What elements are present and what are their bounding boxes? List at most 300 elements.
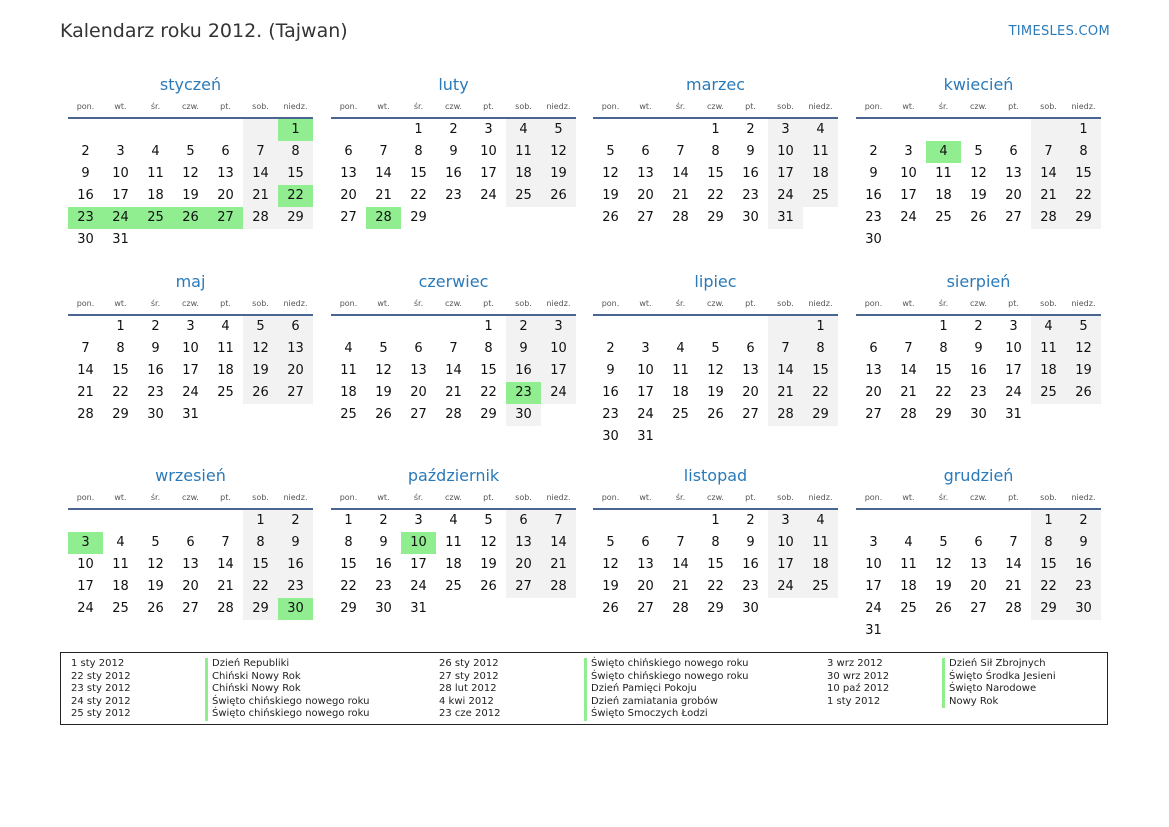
empty-day-cell [1031, 119, 1066, 141]
day-cell: 29 [707, 210, 724, 225]
month-name: czerwiec [418, 272, 489, 291]
day-cell: 20 [278, 360, 313, 382]
day-cell: 13 [1005, 166, 1022, 181]
day-cell: 8 [116, 341, 125, 356]
week-row [593, 360, 838, 382]
empty-day-cell [436, 316, 471, 338]
day-cell: 3 [484, 122, 493, 137]
weekday-label: śr. [675, 493, 686, 502]
empty-day-cell [173, 119, 208, 141]
day-cell: 9 [449, 144, 458, 159]
week-row [593, 316, 838, 338]
weekday-header-row [331, 298, 576, 310]
day-cell: 12 [970, 166, 987, 181]
day-cell: 15 [278, 163, 313, 185]
day-cell: 4 [904, 535, 913, 550]
day-cell: 4 [803, 119, 838, 141]
day-cell: 5 [606, 535, 615, 550]
day-cell: 2 [449, 122, 458, 137]
day-cell: 16 [375, 557, 392, 572]
day-cell: 9 [151, 341, 160, 356]
day-cell: 27 [970, 601, 987, 616]
day-cell: 14 [672, 557, 689, 572]
day-cell: 19 [1066, 360, 1101, 382]
empty-day-cell [926, 119, 961, 141]
day-cell: 2 [869, 144, 878, 159]
weekday-label: czw. [970, 102, 987, 111]
day-cell: 22 [935, 385, 952, 400]
empty-day-cell [698, 426, 733, 448]
week-row [856, 141, 1101, 163]
day-cell: 13 [637, 557, 654, 572]
weekday-label: czw. [182, 299, 199, 308]
empty-day-cell [803, 426, 838, 448]
day-cell: 27 [637, 601, 654, 616]
day-cell: 18 [112, 579, 129, 594]
weekday-label: pt. [220, 493, 231, 502]
legend-date: 23 cze 2012 [439, 708, 501, 720]
day-cell: 8 [803, 338, 838, 360]
day-cell: 13 [182, 557, 199, 572]
empty-day-cell [891, 119, 926, 141]
empty-day-cell [996, 620, 1031, 642]
week-row [593, 338, 838, 360]
day-cell: 5 [186, 144, 195, 159]
day-cell: 27 [506, 576, 541, 598]
weekday-label: sob. [252, 299, 269, 308]
day-cell: 20 [340, 188, 357, 203]
day-cell: 2 [506, 316, 541, 338]
brand-link[interactable]: TIMESLES.COM [1008, 24, 1110, 39]
weekday-label: wt. [377, 493, 390, 502]
day-cell: 31 [768, 207, 803, 229]
day-cell: 28 [77, 407, 94, 422]
empty-day-cell [366, 316, 401, 338]
day-cell: 10 [182, 341, 199, 356]
weekday-header-row [331, 101, 576, 113]
day-cell: 30 [506, 404, 541, 426]
day-cell: 14 [768, 360, 803, 382]
day-cell: 10 [112, 166, 129, 181]
weekday-label: wt. [377, 299, 390, 308]
day-cell: 7 [1009, 535, 1018, 550]
week-row [593, 119, 838, 141]
day-cell: 20 [1005, 188, 1022, 203]
month-block [68, 466, 313, 620]
week-row [331, 207, 576, 229]
day-cell: 9 [746, 144, 755, 159]
day-cell: 12 [935, 557, 952, 572]
day-cell: 15 [112, 363, 129, 378]
empty-day-cell [961, 510, 996, 532]
day-cell: 18 [1031, 360, 1066, 382]
weekday-label: śr. [413, 102, 424, 111]
day-cell: 21 [77, 385, 94, 400]
day-cell: 10 [541, 338, 576, 360]
week-row [593, 510, 838, 532]
empty-day-cell [891, 510, 926, 532]
day-cell: 25 [672, 407, 689, 422]
empty-day-cell [331, 119, 366, 141]
day-cell: 16 [865, 188, 882, 203]
week-row [593, 426, 838, 448]
day-cell: 5 [541, 119, 576, 141]
day-cell: 27 [182, 601, 199, 616]
empty-day-cell [663, 426, 698, 448]
day-cell: 13 [506, 532, 541, 554]
week-row [331, 163, 576, 185]
weekday-label: pon. [864, 299, 883, 308]
page-title: Kalendarz roku 2012. (Tajwan) [60, 20, 348, 42]
day-cell: 23 [147, 385, 164, 400]
holiday-day-cell: 3 [68, 532, 103, 554]
weekday-label: pt. [745, 299, 756, 308]
day-cell: 18 [147, 188, 164, 203]
day-cell: 9 [746, 535, 755, 550]
week-row [68, 163, 313, 185]
day-cell: 30 [970, 407, 987, 422]
holiday-legend [60, 652, 1108, 725]
day-cell: 19 [182, 188, 199, 203]
day-cell: 8 [939, 341, 948, 356]
day-cell: 27 [1005, 210, 1022, 225]
day-cell: 22 [112, 385, 129, 400]
legend-date: 3 wrz 2012 [827, 658, 883, 669]
day-cell: 11 [147, 166, 164, 181]
day-cell: 13 [742, 363, 759, 378]
day-cell: 18 [217, 363, 234, 378]
weekday-label: wt. [639, 299, 652, 308]
empty-day-cell [663, 316, 698, 338]
day-cell: 21 [541, 554, 576, 576]
day-cell: 2 [746, 122, 755, 137]
weekday-label: sob. [1040, 493, 1057, 502]
day-cell: 5 [711, 341, 720, 356]
day-cell: 13 [217, 166, 234, 181]
day-cell: 9 [974, 341, 983, 356]
day-cell: 5 [151, 535, 160, 550]
day-cell: 9 [506, 338, 541, 360]
day-cell: 25 [217, 385, 234, 400]
day-cell: 22 [243, 576, 278, 598]
day-cell: 23 [742, 579, 759, 594]
week-row [856, 207, 1101, 229]
empty-day-cell [961, 119, 996, 141]
weekday-header-row [68, 298, 313, 310]
weekday-label: wt. [114, 102, 127, 111]
week-row [856, 598, 1101, 620]
day-cell: 7 [81, 341, 90, 356]
week-row [593, 554, 838, 576]
empty-day-cell [208, 510, 243, 532]
day-cell: 28 [1031, 207, 1066, 229]
weekday-header-row [68, 101, 313, 113]
day-cell: 24 [768, 576, 803, 598]
day-cell: 15 [707, 557, 724, 572]
week-row [331, 185, 576, 207]
weekday-label: sob. [777, 493, 794, 502]
empty-day-cell [243, 119, 278, 141]
empty-day-cell [628, 510, 663, 532]
week-row [856, 404, 1101, 426]
empty-day-cell [891, 229, 926, 251]
legend-dates-col-3 [827, 658, 889, 708]
day-cell: 13 [637, 166, 654, 181]
day-cell: 1 [116, 319, 125, 334]
day-cell: 23 [1066, 576, 1101, 598]
day-cell: 10 [865, 557, 882, 572]
day-cell: 11 [803, 141, 838, 163]
empty-day-cell [628, 316, 663, 338]
legend-date: 27 sty 2012 [439, 670, 499, 682]
weekday-label: niedz. [1071, 102, 1096, 111]
legend-date: 26 sty 2012 [439, 658, 499, 669]
empty-day-cell [768, 316, 803, 338]
legend-holiday-name: Święto chińskiego nowego roku [584, 658, 748, 671]
day-cell: 30 [147, 407, 164, 422]
day-cell: 6 [221, 144, 230, 159]
empty-day-cell [663, 119, 698, 141]
day-cell: 12 [602, 557, 619, 572]
day-cell: 25 [340, 407, 357, 422]
day-cell: 21 [672, 579, 689, 594]
day-cell: 16 [742, 166, 759, 181]
day-cell: 4 [1031, 316, 1066, 338]
day-cell: 21 [217, 579, 234, 594]
weekday-label: sob. [252, 493, 269, 502]
legend-names-col-2 [584, 658, 748, 721]
weekday-label: śr. [938, 493, 949, 502]
weekday-label: czw. [182, 102, 199, 111]
day-cell: 21 [243, 185, 278, 207]
empty-day-cell [961, 229, 996, 251]
weekday-label: pt. [1008, 493, 1019, 502]
legend-holiday-name: Święto Narodowe [942, 683, 1056, 696]
weekday-label: czw. [445, 102, 462, 111]
day-cell: 28 [217, 601, 234, 616]
week-row [68, 404, 313, 426]
day-cell: 22 [707, 579, 724, 594]
day-cell: 4 [506, 119, 541, 141]
legend-holiday-name: Dzień zamiatania grobów [584, 696, 748, 709]
day-cell: 1 [939, 319, 948, 334]
empty-day-cell [803, 207, 838, 229]
empty-day-cell [856, 316, 891, 338]
weekday-label: pon. [339, 493, 358, 502]
weekday-label: niedz. [808, 299, 833, 308]
empty-day-cell [628, 119, 663, 141]
day-cell: 4 [151, 144, 160, 159]
weekday-label: pon. [601, 102, 620, 111]
day-cell: 23 [375, 579, 392, 594]
day-cell: 30 [602, 429, 619, 444]
month-block [593, 75, 838, 229]
day-cell: 30 [375, 601, 392, 616]
day-cell: 15 [340, 557, 357, 572]
day-cell: 16 [147, 363, 164, 378]
empty-day-cell [173, 229, 208, 251]
day-cell: 23 [445, 188, 462, 203]
day-cell: 25 [900, 601, 917, 616]
day-cell: 16 [77, 188, 94, 203]
day-cell: 21 [375, 188, 392, 203]
day-cell: 6 [746, 341, 755, 356]
day-cell: 5 [379, 341, 388, 356]
day-cell: 6 [506, 510, 541, 532]
day-cell: 13 [865, 363, 882, 378]
day-cell: 28 [672, 210, 689, 225]
empty-day-cell [331, 316, 366, 338]
weekday-label: śr. [675, 102, 686, 111]
legend-holiday-name: Święto Środka Jesieni [942, 671, 1056, 684]
day-cell: 11 [445, 535, 462, 550]
legend-date: 24 sty 2012 [71, 695, 131, 707]
day-cell: 29 [707, 601, 724, 616]
legend-holiday-name: Święto chińskiego nowego roku [205, 708, 369, 721]
month-name: luty [438, 75, 469, 94]
weekday-label: wt. [902, 299, 915, 308]
week-row [856, 620, 1101, 642]
weekday-label: pon. [339, 102, 358, 111]
weekday-header-row [593, 492, 838, 504]
day-cell: 30 [77, 232, 94, 247]
day-cell: 23 [865, 210, 882, 225]
weekday-label: sob. [777, 299, 794, 308]
week-row [593, 163, 838, 185]
day-cell: 8 [1031, 532, 1066, 554]
weekday-label: śr. [150, 102, 161, 111]
day-cell: 30 [742, 210, 759, 225]
day-cell: 10 [768, 532, 803, 554]
weekday-label: sob. [515, 102, 532, 111]
day-cell: 5 [243, 316, 278, 338]
day-cell: 9 [606, 363, 615, 378]
empty-day-cell [103, 119, 138, 141]
day-cell: 7 [449, 341, 458, 356]
day-cell: 7 [379, 144, 388, 159]
week-row [593, 207, 838, 229]
month-name: sierpień [946, 272, 1011, 291]
week-row [68, 316, 313, 338]
day-cell: 29 [410, 210, 427, 225]
day-cell: 27 [410, 407, 427, 422]
day-cell: 11 [506, 141, 541, 163]
empty-day-cell [68, 510, 103, 532]
empty-day-cell [208, 404, 243, 426]
weekday-header-row [856, 101, 1101, 113]
weekday-label: śr. [938, 102, 949, 111]
day-cell: 4 [116, 535, 125, 550]
day-cell: 8 [1066, 141, 1101, 163]
day-cell: 18 [803, 163, 838, 185]
empty-day-cell [856, 119, 891, 141]
weekday-header-row [593, 101, 838, 113]
day-cell: 26 [935, 601, 952, 616]
empty-day-cell [996, 229, 1031, 251]
day-cell: 25 [1031, 382, 1066, 404]
weekday-label: czw. [970, 299, 987, 308]
week-row [593, 576, 838, 598]
empty-day-cell [1031, 229, 1066, 251]
day-cell: 26 [541, 185, 576, 207]
empty-day-cell [926, 620, 961, 642]
month-block [68, 75, 313, 251]
day-cell: 19 [147, 579, 164, 594]
day-cell: 11 [935, 166, 952, 181]
day-cell: 2 [151, 319, 160, 334]
day-cell: 15 [480, 363, 497, 378]
day-cell: 19 [970, 188, 987, 203]
weekday-label: niedz. [1071, 299, 1096, 308]
empty-day-cell [436, 598, 471, 620]
day-cell: 23 [970, 385, 987, 400]
weekday-header-row [856, 298, 1101, 310]
day-cell: 17 [182, 363, 199, 378]
weekday-label: pon. [76, 299, 95, 308]
month-name: wrzesień [155, 466, 226, 485]
day-cell: 12 [182, 166, 199, 181]
week-row [856, 229, 1101, 251]
day-cell: 20 [506, 554, 541, 576]
empty-day-cell [891, 620, 926, 642]
empty-day-cell [278, 229, 313, 251]
weekday-label: pt. [745, 102, 756, 111]
day-cell: 14 [243, 163, 278, 185]
day-cell: 15 [707, 166, 724, 181]
empty-day-cell [243, 404, 278, 426]
legend-date: 1 sty 2012 [827, 695, 881, 707]
legend-dates-col-1 [71, 658, 131, 721]
week-row [68, 360, 313, 382]
day-cell: 19 [375, 385, 392, 400]
day-cell: 10 [77, 557, 94, 572]
weekday-label: pt. [483, 299, 494, 308]
day-cell: 2 [81, 144, 90, 159]
day-cell: 8 [711, 144, 720, 159]
day-cell: 1 [484, 319, 493, 334]
day-cell: 3 [541, 316, 576, 338]
legend-holiday-name: Chiński Nowy Rok [205, 671, 369, 684]
day-cell: 3 [116, 144, 125, 159]
day-cell: 15 [410, 166, 427, 181]
day-cell: 21 [900, 385, 917, 400]
week-row [331, 532, 576, 554]
week-row [331, 576, 576, 598]
week-row [331, 316, 576, 338]
week-row [68, 554, 313, 576]
empty-day-cell [733, 426, 768, 448]
day-cell: 9 [1066, 532, 1101, 554]
day-cell: 18 [672, 385, 689, 400]
week-row [331, 382, 576, 404]
weekday-label: czw. [707, 299, 724, 308]
day-cell: 7 [904, 341, 913, 356]
weekday-label: śr. [150, 299, 161, 308]
weekday-label: pt. [1008, 102, 1019, 111]
month-block [593, 466, 838, 620]
day-cell: 1 [803, 316, 838, 338]
day-cell: 16 [602, 385, 619, 400]
weekday-label: pt. [1008, 299, 1019, 308]
empty-day-cell [1066, 620, 1101, 642]
day-cell: 13 [340, 166, 357, 181]
day-cell: 18 [803, 554, 838, 576]
empty-day-cell [593, 119, 628, 141]
day-cell: 19 [935, 579, 952, 594]
holiday-day-cell: 28 [366, 207, 401, 229]
weekday-label: śr. [150, 493, 161, 502]
week-row [331, 119, 576, 141]
